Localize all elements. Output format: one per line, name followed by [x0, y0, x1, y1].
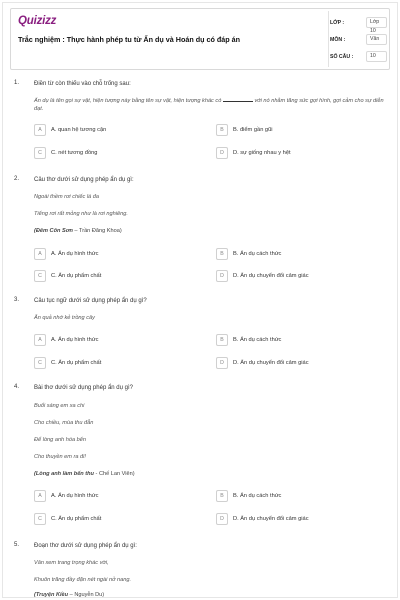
source-author: – Trần Đăng Khoa) [72, 228, 122, 234]
option-label: C. nét tương đồng [51, 150, 98, 156]
option-key: D [216, 357, 228, 369]
source-author: – Nguyễn Du) [68, 592, 105, 598]
paragraph-start: Ẩn dụ là tên gọi sự vật, hiện tượng này bằng tên sự vật, hiện tượng khác có [34, 98, 222, 104]
meta-value: Lớp 10 [366, 17, 387, 28]
meta-value: Văn [366, 34, 387, 45]
option-key: C [34, 513, 46, 525]
meta-label: SỐ CÂU : [330, 54, 354, 60]
option-label: A. Ẩn dụ hình thức [51, 337, 99, 343]
verse-line: Tiếng rơi rất mỏng như là rơi nghiêng. [34, 211, 128, 217]
option-label: B. điểm gần gũi [233, 127, 273, 133]
option-label: B. Ẩn dụ cách thức [233, 493, 282, 499]
meta-label: LỚP : [330, 20, 345, 26]
verse-line: Để lòng anh hóa bến [34, 437, 86, 443]
option-label: C. Ẩn dụ phẩm chất [51, 360, 102, 366]
verse-source [34, 228, 122, 234]
source-title: (Truyện Kiều [34, 592, 69, 598]
question-number: 2. [14, 176, 20, 182]
meta-question-count [328, 48, 391, 66]
verse-line: Cho thuyền em ra đi! [34, 454, 86, 460]
source-title: (Đêm Côn Sơn [34, 228, 73, 234]
option-key: A [34, 490, 46, 502]
question-number: 3. [14, 297, 20, 303]
option-label: D. Ẩn dụ chuyển đổi cảm giác [233, 360, 309, 366]
option-key: A [34, 248, 46, 260]
question-paragraph [34, 97, 390, 113]
option-key: C [34, 357, 46, 369]
option-label: A. quan hệ tương cận [51, 127, 107, 133]
verse-line: Cho chiều, mùa thu đẫn [34, 420, 94, 426]
option-key: B [216, 248, 228, 260]
option-label: B. Ẩn dụ cách thức [233, 337, 282, 343]
option-label: C. Ẩn dụ phẩm chất [51, 273, 102, 279]
meta-subject [328, 31, 391, 49]
question-number: 5. [14, 542, 20, 548]
verse-line: Khuôn trăng đầy đặn nét ngài nở nang. [34, 577, 131, 583]
option-label: B. Ẩn dụ cách thức [233, 251, 282, 257]
option-label: A. Ẩn dụ hình thức [51, 493, 99, 499]
option-key: D [216, 147, 228, 159]
option-label: A. Ẩn dụ hình thức [51, 251, 99, 257]
paragraph-end: với nó nhằm tăng sức gợi hình, gợi cảm cho sự diễn đạt. [34, 98, 384, 113]
question-text: Điền từ còn thiếu vào chỗ trống sau: [34, 81, 131, 87]
option-key: A [34, 334, 46, 346]
option-key: D [216, 513, 228, 525]
fill-blank [223, 97, 253, 102]
option-key: D [216, 270, 228, 282]
question-number: 4. [14, 384, 20, 390]
proverb-line: Ăn quả nhớ kẻ trồng cây [34, 315, 95, 321]
source-author: - Chế Lan Viên) [93, 471, 135, 477]
option-key: C [34, 147, 46, 159]
option-label: D. sự giống nhau y hệt [233, 150, 291, 156]
option-key: C [34, 270, 46, 282]
question-text: Bài thơ dưới sử dụng phép ẩn dụ gì? [34, 385, 133, 391]
option-key: B [216, 490, 228, 502]
question-number: 1. [14, 80, 20, 86]
option-key: B [216, 124, 228, 136]
option-label: C. Ẩn dụ phẩm chất [51, 516, 102, 522]
option-label: D. Ẩn dụ chuyển đổi cảm giác [233, 516, 309, 522]
verse-line: Vân xem trang trọng khác vời, [34, 560, 109, 566]
worksheet-title: Trắc nghiệm : Thực hành phép tu từ Ẩn dụ và Hoán dụ có đáp án [18, 35, 241, 44]
verse-line: Buổi sáng em xa chi [34, 403, 85, 409]
option-key: A [34, 124, 46, 136]
meta-label: MÔN : [330, 37, 346, 43]
option-key: B [216, 334, 228, 346]
verse-source [34, 592, 104, 598]
question-text: Đoạn thơ dưới sử dụng phép ẩn dụ gì: [34, 543, 137, 549]
quizizz-logo: Quizizz [18, 15, 57, 27]
meta-grade [328, 14, 391, 32]
source-title: (Lòng anh làm bến thu [34, 471, 94, 477]
meta-value: 10 [366, 51, 387, 62]
question-text: Câu thơ dưới sử dụng phép ẩn dụ gì: [34, 177, 134, 183]
question-text: Câu tục ngữ dưới sử dụng phép ẩn dụ gì? [34, 298, 147, 304]
option-label: D. Ẩn dụ chuyển đổi cảm giác [233, 273, 309, 279]
verse-line: Ngoài thềm rơi chiếc lá đa [34, 194, 99, 200]
worksheet-header [10, 8, 390, 70]
verse-source [34, 471, 135, 477]
